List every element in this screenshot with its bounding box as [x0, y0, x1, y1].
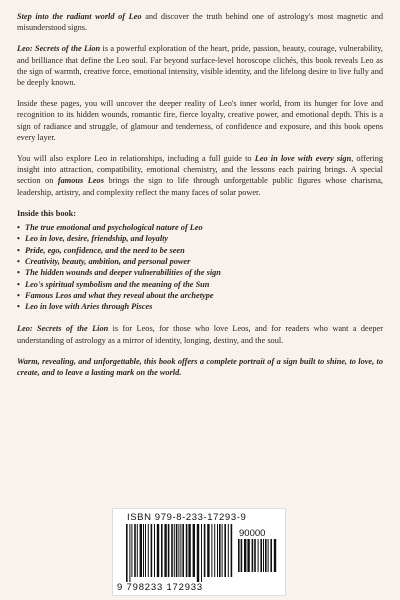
relationships-paragraph	[17, 153, 383, 198]
barcode-bar	[197, 524, 199, 582]
barcode-bar	[219, 524, 221, 577]
barcode-bar	[126, 524, 128, 582]
barcode-bar	[254, 539, 256, 572]
list-item: • Leo in love with Aries through Pisces	[17, 301, 383, 312]
inner-world-paragraph	[17, 98, 383, 143]
barcode-bar	[270, 539, 272, 572]
list-item: • Famous Leos and what they reveal about the archetype	[17, 290, 383, 301]
relationships-highlight-2: famous Leos	[57, 176, 104, 186]
audience-paragraph	[17, 323, 383, 345]
intro-paragraph	[17, 11, 383, 33]
isbn-label: ISBN 979-8-233-17293-9	[127, 512, 247, 523]
description-text: is a powerful exploration of the heart, pride, passion, beauty, courage, vulnerability, and brilliance that define the Leo soul. Far beyond surface-level horoscope clichés, this book reveals Leo as the sign of warmth, creative force, emotional intensity, visible identity, and the lifelong desire to live fully and be deeply known.	[17, 44, 383, 88]
barcode-bar	[260, 539, 262, 572]
barcode-bar	[154, 524, 155, 577]
barcode-bar	[247, 539, 249, 572]
barcode-bar	[238, 539, 240, 572]
barcode-bar	[231, 524, 233, 577]
barcode-bar	[217, 524, 218, 577]
list-item: • The true emotional and psychological nature of Leo	[17, 222, 383, 233]
list-item: • Creativity, beauty, ambition, and personal power	[17, 256, 383, 267]
barcode-bar	[258, 539, 259, 572]
barcode-bar	[265, 539, 267, 572]
barcode-bar	[201, 524, 202, 582]
inner-world-text: Inside these pages, you will uncover the deeper reality of Leo's inner world, from its hunger for love and recognition to its hidden wounds, romantic fire, fierce loyalty, creative power, and emotional depth. This is a sign of radiance and struggle, of glamour and tenderness, of confidence and exposure, and this book opens every layer.	[17, 99, 383, 142]
list-item: • Leo's spiritual symbolism and the meaning of the Sun	[17, 279, 383, 290]
barcode-bar	[157, 524, 159, 577]
barcode-bar	[131, 524, 132, 577]
barcode-bar	[224, 524, 226, 577]
barcode-bar	[186, 524, 188, 577]
list-item: • The hidden wounds and deeper vulnerabilities of the sign	[17, 267, 383, 278]
barcode-bar	[241, 539, 243, 572]
barcode-bar	[171, 524, 173, 577]
barcode-bar	[129, 524, 130, 582]
barcode-bar	[161, 524, 163, 577]
audience-text: is for Leos, for those who love Leos, and for readers who want a deeper understanding of astrology as a mirror of identity, longing, destiny, and the soul.	[17, 324, 383, 345]
barcode-bar	[137, 524, 138, 577]
barcode-bar	[164, 524, 166, 577]
barcode-bar	[134, 524, 136, 577]
list-item: • Leo in love, desire, friendship, and loyalty	[17, 233, 383, 244]
closing-paragraph	[17, 356, 383, 378]
barcode-bar	[151, 524, 153, 577]
relationships-text-3: brings the sign to life through unforgettable public figures whose charisma, leadership, artistry, and complexity reflect the many faces of solar power.	[17, 176, 383, 197]
barcode-bar	[274, 539, 276, 572]
barcode-bar	[182, 524, 184, 577]
description-book-title: Leo: Secrets of the Lion	[17, 44, 101, 54]
barcode-bar	[252, 539, 254, 572]
intro-lead: Step into the radiant world of Leo	[17, 12, 142, 21]
ean-digits: 9 798233 172933	[117, 582, 203, 593]
barcode-bar	[244, 539, 246, 572]
list-item: • Pride, ego, confidence, and the need to be seen	[17, 245, 383, 256]
barcode-bar	[143, 524, 144, 577]
barcode-bar	[140, 524, 142, 577]
relationships-highlight-1: Leo in love with every sign	[254, 154, 352, 164]
barcode-bar	[263, 539, 264, 572]
barcode-bar	[145, 524, 146, 577]
barcode-bar	[222, 524, 223, 577]
barcode-bar	[268, 539, 269, 572]
contents-list	[17, 222, 383, 312]
barcode-bar	[228, 524, 229, 577]
barcode-bar	[176, 524, 178, 577]
intro-rest: and discover the truth behind one of astrology's most magnetic and misunderstood signs.	[17, 12, 383, 33]
barcode-bar	[188, 524, 190, 577]
relationships-text-1: You will also explore Leo in relationships, including a full guide to	[17, 154, 255, 164]
isbn-barcode	[112, 508, 286, 596]
ean-barcode-bars	[125, 524, 233, 582]
barcode-bar	[174, 524, 175, 577]
contents-heading: Inside this book:	[17, 208, 77, 218]
barcode-bar	[178, 524, 179, 577]
price-code: 90000	[239, 528, 266, 539]
description-paragraph	[17, 43, 383, 88]
barcode-bar	[211, 524, 212, 577]
barcode-bar	[180, 524, 181, 577]
barcode-bar	[204, 524, 206, 577]
barcode-bar	[148, 524, 149, 577]
barcode-bar	[207, 524, 209, 577]
relationships-text-2: , offering insight into attraction, compatibility, emotional chemistry, and the lessons each pairing brings. A special section on	[17, 154, 383, 186]
addon-barcode-bars	[237, 539, 279, 577]
audience-book-title: Leo: Secrets of the Lion	[17, 324, 109, 334]
barcode-bar	[214, 524, 215, 577]
barcode-bar	[168, 524, 170, 577]
closing-text: Warm, revealing, and unforgettable, this book offers a complete portrait of a sign built to shine, to love, to create, and to leave a lasting mark on the world.	[17, 356, 383, 378]
barcode-bar	[193, 524, 195, 577]
